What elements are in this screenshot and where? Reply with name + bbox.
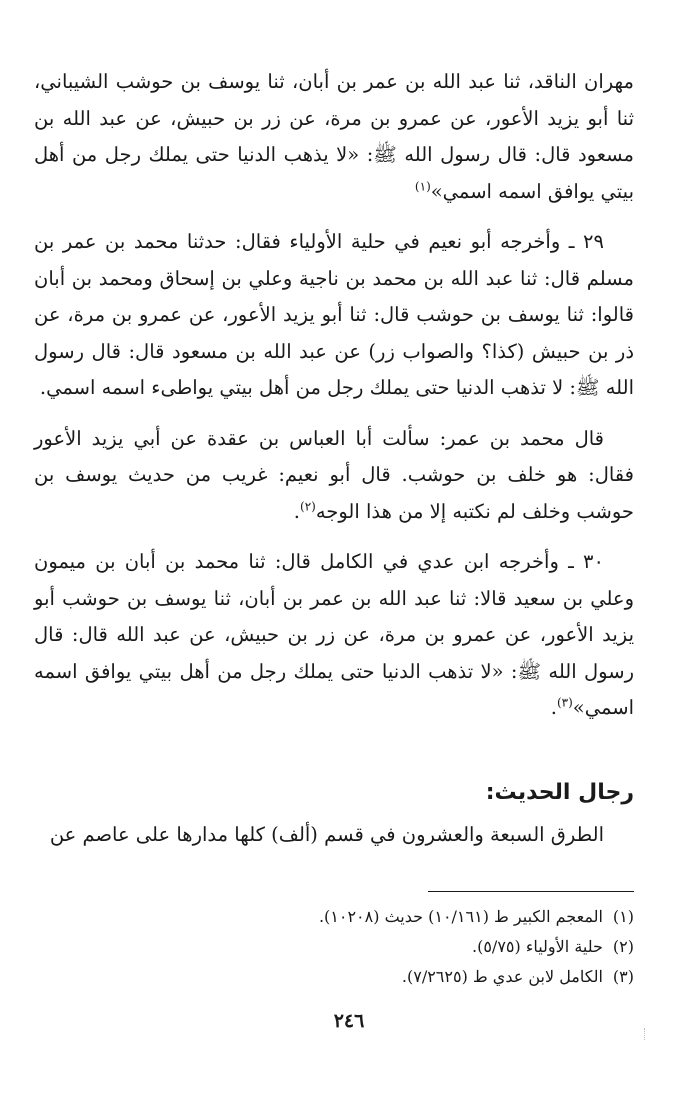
footnote-ref-2[interactable]: (٢) bbox=[300, 499, 316, 513]
scan-edge-mark bbox=[644, 1028, 655, 1040]
main-text bbox=[34, 64, 634, 854]
footnote-2: (٢)حلية الأولياء (٥/٧٥). bbox=[472, 937, 634, 956]
page-number: ٢٤٦ bbox=[333, 1010, 365, 1032]
paragraph-ibn-uqda: قال محمد بن عمر: سألت أبا العباس بن عقدة عن أبي يزيد الأعور فقال: هو خلف بن حوشب. قال أبو نعيم: غريب من حديث يوسف بن حوشب وخلف لم نكتبه إلا من هذا الوجه$^{(٢)}$. bbox=[34, 426, 634, 523]
footnotes bbox=[34, 902, 634, 992]
closing-paragraph: الطرق السبعة والعشرون في قسم (ألف) كلها مدارها على عاصم عن bbox=[49, 823, 604, 846]
footnote-number: (١) bbox=[612, 907, 634, 926]
footnote-ref-1[interactable]: (١) bbox=[414, 179, 431, 193]
paragraph-1: مهران الناقد، ثنا عبد الله بن عمر بن أبان، ثنا يوسف بن حوشب الشيباني، ثنا أبو يزيد الأعور، عن عمرو بن مرة، عن زر بن حبيش، عن عبد الله بن مسعود قال: قال رسول الله ﷺ: «لا يذهب الدنيا حتى يملك رجل من أهل بيتي يوافق اسمه اسمي»$^{(١)}$ bbox=[34, 70, 634, 203]
footnote-ref-3[interactable]: (٣) bbox=[556, 695, 573, 710]
footnote-number: (٣) bbox=[612, 967, 634, 986]
footnote-1: (١)المعجم الكبير ط (١٠/١٦١) حديث (١٠٢٠٨). bbox=[318, 907, 634, 926]
footnote-3: (٣)الكامل لابن عدي ط (٧/٢٦٢٥). bbox=[401, 967, 634, 986]
section-heading: رجال الحديث: bbox=[485, 779, 634, 805]
paragraph-29: ٢٩ ـ وأخرجه أبو نعيم في حلية الأولياء فقال: حدثنا محمد بن عمر بن مسلم قال: ثنا عبد الله بن محمد بن ناجية وعلي بن إسحاق ومحمد بن أبان قالوا: ثنا يوسف بن حوشب قال: ثنا أبو يزيد الأعور، عن عمرو بن مرة، عن ذر بن حبيش (كذا؟ والصواب زر) عن عبد الله بن مسعود قال: قال رسول الله ﷺ: لا تذهب الدنيا حتى يملك رجل من أهل بيتي يواطىء اسمه اسمي. bbox=[34, 230, 634, 399]
paragraph-30: ٣٠ ـ وأخرجه ابن عدي في الكامل قال: ثنا محمد بن أبان بن ميمون وعلي بن سعيد قالا: ثنا عبد الله بن عمر بن أبان، ثنا يوسف بن حوشب أبو يزيد الأعور، عن عمرو بن مرة، عن زر بن حبيش، عن عبد الله قال: قال رسول الله ﷺ: «لا تذهب الدنيا حتى يملك رجل من أهل بيتي يوافق اسمه اسمي»$^{(٣)}$. bbox=[34, 550, 634, 719]
footnote-number: (٢) bbox=[612, 937, 634, 956]
footnote-divider bbox=[428, 891, 634, 892]
